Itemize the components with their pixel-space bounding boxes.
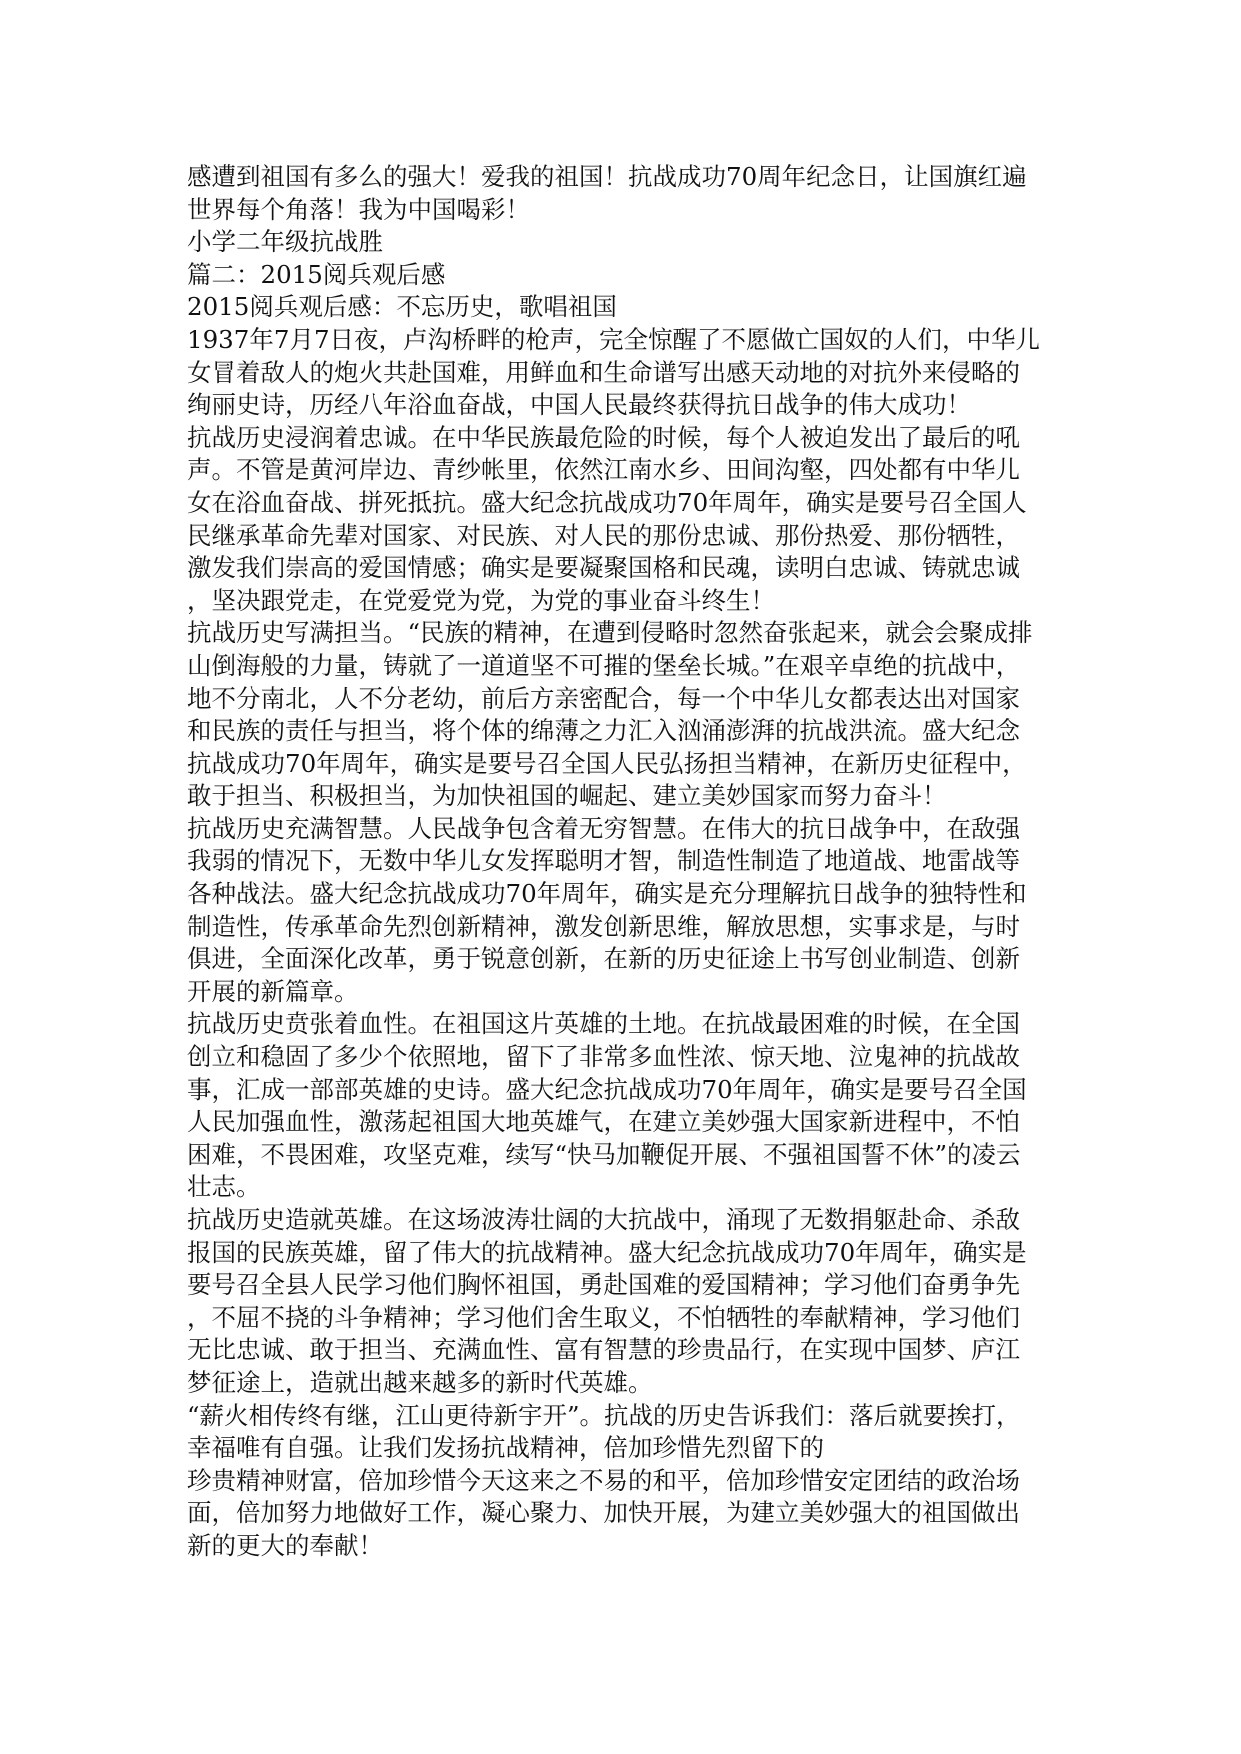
text-line: 珍贵精神财富，倍加珍惜今天这来之不易的和平，倍加珍惜安定团结的政治场 [187, 1465, 1020, 1495]
text-line: 俱进，全面深化改革，勇于锐意创新，在新的历史征途上书写创业制造、创新 [187, 944, 1020, 974]
text-line: 民继承革命先辈对国家、对民族、对人民的那份忠诚、那份热爱、那份牺牲， [187, 520, 1020, 550]
text-line: 我弱的情况下，无数中华儿女发挥聪明才智，制造性制造了地道战、地雷战等 [187, 846, 1020, 876]
text-line: 报国的民族英雄，留了伟大的抗战精神。盛大纪念抗战成功70年周年，确实是 [187, 1237, 1027, 1267]
text-line: 激发我们崇高的爱国情感；确实是要凝聚国格和民魂，读明白忠诚、铸就忠诚 [187, 553, 1020, 583]
text-line: 抗战历史写满担当。“民族的精神，在遭到侵略时忽然奋张起来，就会会聚成排 [187, 618, 1033, 648]
text-line: 抗战历史造就英雄。在这场波涛壮阔的大抗战中，涌现了无数捐躯赴命、杀敌 [187, 1205, 1020, 1234]
text-line: 无比忠诚、敢于担当、充满血性、富有智慧的珍贵品行，在实现中国梦、庐江 [187, 1335, 1020, 1365]
text-line: 壮志。 [187, 1172, 261, 1202]
text-line: 新的更大的奉献！ [187, 1530, 383, 1560]
text-line: 困难，不畏困难，攻坚克难，续写“快马加鞭促开展、不强祖国誓不休”的凌云 [187, 1139, 1021, 1169]
text-line: 面，倍加努力地做好工作，凝心聚力、加快开展，为建立美妙强大的祖国做出 [187, 1498, 1020, 1528]
text-line: 女在浴血奋战、拼死抵抗。盛大纪念抗战成功70年周年，确实是要号召全国人 [187, 487, 1027, 517]
text-line: 感遭到祖国有多么的强大！爱我的祖国！抗战成功70周年纪念日，让国旗红遍 [187, 162, 1027, 191]
text-line: 抗战历史充满智慧。人民战争包含着无穷智慧。在伟大的抗日战争中，在敌强 [187, 813, 1020, 843]
text-line: 1937年7月7日夜，卢沟桥畔的枪声，完全惊醒了不愿做亡国奴的人们，中华儿 [187, 324, 1041, 354]
text-line: 地不分南北，人不分老幼，前后方亲密配合，每一个中华儿女都表达出对国家 [187, 683, 1020, 713]
article-title: 2015阅兵观后感：不忘历史，歌唱祖国 [187, 292, 617, 322]
document-body [187, 161, 1055, 1563]
text-line: 和民族的责任与担当，将个体的绵薄之力汇入汹涌澎湃的抗战洪流。盛大纪念 [187, 716, 1020, 746]
text-line: 制造性，传承革命先烈创新精神，激发创新思维，解放思想，实事求是，与时 [187, 911, 1020, 941]
text-line: 敢于担当、积极担当，为加快祖国的崛起、建立美妙国家而努力奋斗！ [187, 781, 947, 811]
section-heading: 篇二：2015阅兵观后感 [187, 259, 446, 289]
text-line: 小学二年级抗战胜 [187, 227, 383, 257]
text-line: “薪火相传终有继，江山更待新宇开”。抗战的历史告诉我们：落后就要挨打， [187, 1400, 1021, 1430]
text-line: 绚丽史诗，历经八年浴血奋战，中国人民最终获得抗日战争的伟大成功！ [187, 390, 971, 420]
text-line: ，坚决跟党走，在党爱党为党，为党的事业奋斗终生！ [187, 585, 775, 615]
text-line: ，不屈不挠的斗争精神；学习他们舍生取义，不怕牺牲的奉献精神，学习他们 [187, 1302, 1020, 1332]
text-line: 要号召全县人民学习他们胸怀祖国，勇赴国难的爱国精神；学习他们奋勇争先 [187, 1270, 1020, 1300]
text-line: 创立和稳固了多少个依照地，留下了非常多血性浓、惊天地、泣鬼神的抗战故 [187, 1042, 1020, 1072]
text-line: 世界每个角落！我为中国喝彩！ [187, 194, 530, 224]
text-line: 女冒着敌人的炮火共赴国难，用鲜血和生命谱写出感天动地的对抗外来侵略的 [187, 357, 1020, 387]
text-line: 抗战历史浸润着忠诚。在中华民族最危险的时候，每个人被迫发出了最后的吼 [187, 422, 1020, 452]
text-line: 抗战成功70年周年，确实是要号召全国人民弘扬担当精神，在新历史征程中， [187, 748, 1027, 778]
text-line: 人民加强血性，激荡起祖国大地英雄气，在建立美妙强大国家新进程中，不怕 [187, 1107, 1020, 1137]
text-line: 事，汇成一部部英雄的史诗。盛大纪念抗战成功70年周年，确实是要号召全国 [187, 1074, 1027, 1104]
text-line: 开展的新篇章。 [187, 976, 359, 1006]
text-line: 声。不管是黄河岸边、青纱帐里，依然江南水乡、田间沟壑，四处都有中华儿 [187, 455, 1020, 485]
text-line: 幸福唯有自强。让我们发扬抗战精神，倍加珍惜先烈留下的 [187, 1433, 824, 1463]
text-line: 各种战法。盛大纪念抗战成功70年周年，确实是充分理解抗日战争的独特性和 [187, 879, 1027, 909]
text-line: 山倒海般的力量，铸就了一道道坚不可摧的堡垒长城。”在艰辛卓绝的抗战中， [187, 650, 1021, 680]
text-line: 梦征途上，造就出越来越多的新时代英雄。 [187, 1367, 653, 1397]
text-line: 抗战历史贲张着血性。在祖国这片英雄的土地。在抗战最困难的时候，在全国 [187, 1009, 1020, 1039]
